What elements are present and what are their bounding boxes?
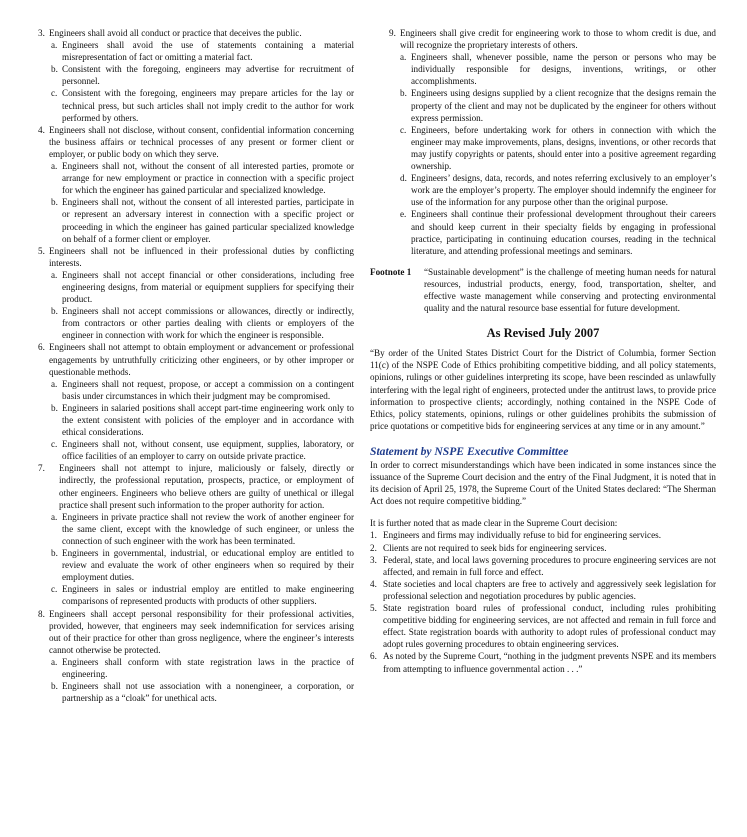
sub-letter: a. xyxy=(400,52,407,63)
right-column xyxy=(370,27,716,675)
sub-text: Engineers using designs supplied by a client recognize that the designs remain the property of the client and may not be duplicated by the engineer for others without express permission. xyxy=(411,88,716,123)
list-number: 3. xyxy=(370,554,377,565)
rule-text: Engineers shall not be influenced in their professional duties by conflicting interests. xyxy=(49,245,354,268)
rule-4a xyxy=(38,160,354,196)
sub-text: Engineers shall avoid the use of statements containing a material misrepresentation of fact or omitting a material fact. xyxy=(62,40,354,63)
statement-list-item xyxy=(370,542,716,554)
sub-letter: b. xyxy=(51,681,58,692)
rule-3b xyxy=(38,63,354,87)
rule-number: 6. xyxy=(38,342,45,353)
rule-4 xyxy=(38,124,354,160)
list-text: As noted by the Supreme Court, “nothing in the judgment prevents NSPE and its members from attempting to influence governmental action . . .” xyxy=(383,651,716,674)
sub-text: Engineers in salaried positions shall accept part-time engineering work only to the extent consistent with policies of the employer and in accordance with ethical considerations. xyxy=(62,402,354,438)
sub-letter: a. xyxy=(51,40,58,51)
statement-paragraph-1: In order to correct misunderstandings which have been indicated in some instances since the issuance of the Supreme Court decision and the entry of the Final Judgment, it is noted that in its decision of April 25, 1978, the Supreme Court of the United States declared: “The Sherman Act does not require competitive bidding.” xyxy=(370,460,716,507)
rule-6a xyxy=(38,378,354,402)
statement-list-item xyxy=(370,602,716,650)
sub-letter: a. xyxy=(51,511,58,522)
statement-title: Statement by NSPE Executive Committee xyxy=(370,444,569,458)
footnote-text: “Sustainable development” is the challenge of meeting human needs for natural resources, industrial products, energy, food, transportation, shelter, and effective waste management while conserving and protecting environmental quality and the natural resource base essential for future development. xyxy=(424,266,716,314)
statement-list-item xyxy=(370,529,716,541)
list-text: State registration board rules of professional conduct, including rules prohibiting competitive bidding for engineering services, are not affected and remain in full force and effect. State registration boards with authority to adopt rules of professional conduct may adopt rules governing procedures to obtain engineering services. xyxy=(383,603,716,650)
sub-text: Engineers shall not accept financial or other considerations, including free engineering designs, from material or equipment suppliers for specifying their product. xyxy=(62,269,354,305)
sub-text: Engineers in governmental, industrial, or educational employ are entitled to review and evaluate the work of other engineers when so required by their employment duties. xyxy=(62,548,354,583)
list-text: State societies and local chapters are free to actively and aggressively seek legislation for professional selection and negotiation procedures by public agencies. xyxy=(383,578,716,601)
list-text: Clients are not required to seek bids for engineering services. xyxy=(383,542,607,553)
list-number: 6. xyxy=(370,651,377,662)
rule-5a xyxy=(38,269,354,305)
sub-letter: d. xyxy=(400,173,407,184)
sub-text: Engineers shall not request, propose, or accept a commission on a contingent basis under circumstances in which their judgment may be compromised. xyxy=(62,378,354,401)
rule-7a xyxy=(38,511,354,547)
rule-5b xyxy=(38,305,354,341)
sub-text: Consistent with the foregoing, engineers may advertise for recruitment of personnel. xyxy=(62,64,354,87)
rule-number: 8. xyxy=(38,608,45,619)
list-number: 4. xyxy=(370,578,377,589)
sub-text: Engineers shall not, without consent, use equipment, supplies, laboratory, or office facilities of an employer to carry on outside private practice. xyxy=(62,439,354,462)
sub-text: Engineers’ designs, data, records, and notes referring exclusively to an employer’s work are the employer’s property. The employer should indemnify the engineer for use of the information for any purpose other than the original purpose. xyxy=(411,173,716,208)
footnote xyxy=(370,266,716,314)
statement-list-item xyxy=(370,578,716,602)
sub-letter: b. xyxy=(51,548,58,559)
rule-3 xyxy=(38,27,354,39)
sub-text: Engineers shall, whenever possible, name the person or persons who may be individually responsible for designs, inventions, writings, or other accomplishments. xyxy=(411,52,716,87)
rule-number: 5. xyxy=(38,245,45,256)
sub-letter: e. xyxy=(400,209,407,220)
sub-letter: a. xyxy=(51,656,58,667)
statement-paragraph-2: It is further noted that as made clear in the Supreme Court decision: xyxy=(370,518,618,529)
rule-9c xyxy=(370,124,716,172)
left-column xyxy=(38,27,354,704)
sub-letter: c. xyxy=(51,439,58,450)
revised-text: “By order of the United States District Court for the District of Columbia, former Section 11(c) of the NSPE Code of Ethics prohibiting competitive bidding, and all policy statements, opinions, rulings or other guidelines interpreting its scope, have been rescinded as unlawfully interfering with the legal right of engineers, protected under the antitrust laws, to provide price information to prospective clients; accordingly, nothing contained in the NSPE Code of Ethics, policy statements, opinions, rulings or other guidelines prohibits the submission of price quotations or competitive bids for engineering services at any time or in any amount.” xyxy=(370,348,716,431)
footnote-label: Footnote 1 xyxy=(370,266,412,277)
sub-letter: b. xyxy=(51,197,58,208)
sub-letter: c. xyxy=(51,584,58,595)
rule-4b xyxy=(38,196,354,244)
rule-9e xyxy=(370,208,716,256)
list-number: 5. xyxy=(370,603,377,614)
rule-3a xyxy=(38,39,354,63)
sub-text: Engineers shall conform with state registration laws in the practice of engineering. xyxy=(62,656,354,679)
rule-5 xyxy=(38,245,354,269)
rule-8 xyxy=(38,608,354,656)
rule-6b xyxy=(38,402,354,438)
sub-letter: b. xyxy=(51,402,58,413)
sub-letter: a. xyxy=(51,269,58,280)
rule-text: Engineers shall accept personal responsibility for their professional activities, provided, however, that engineers may seek indemnification for services arising out of their practice for other than gross negligence, where the engineer’s interests cannot otherwise be protected. xyxy=(49,608,354,655)
sub-letter: b. xyxy=(51,64,58,75)
rule-number: 4. xyxy=(38,124,45,135)
sub-letter: c. xyxy=(51,88,58,99)
rule-text: Engineers shall give credit for engineering work to those to whom credit is due, and will recognize the proprietary interests of others. xyxy=(400,28,716,51)
rule-8a xyxy=(38,656,354,680)
rule-text: Engineers shall not disclose, without consent, confidential information concerning the business affairs or technical processes of any present or former client or employer, or public body on which they serve. xyxy=(49,124,354,159)
rule-7c xyxy=(38,583,354,607)
rule-7b xyxy=(38,547,354,583)
list-number: 1. xyxy=(370,530,377,541)
sub-text: Engineers shall continue their professional development throughout their careers and should keep current in their specialty fields by engaging in professional practice, participating in continuing education courses, reading in the technical literature, and attending professional meetings and seminars. xyxy=(411,209,716,256)
rule-9b xyxy=(370,87,716,123)
sub-letter: a. xyxy=(51,378,58,389)
rule-9a xyxy=(370,51,716,87)
sub-text: Engineers in private practice shall not review the work of another engineer for the same client, except with the knowledge of such engineer, or unless the connection of such engineer with the work has been terminated. xyxy=(62,511,354,546)
list-text: Federal, state, and local laws governing procedures to procure engineering services are not affected, and remain in full force and effect. xyxy=(383,554,716,577)
sub-letter: b. xyxy=(400,88,407,99)
rule-6 xyxy=(38,341,354,377)
rule-8b xyxy=(38,680,354,704)
rule-3c xyxy=(38,87,354,123)
sub-text: Engineers shall not accept commissions or allowances, directly or indirectly, from contractors or other parties dealing with clients or employers of the engineer in connection with work for which the engineer is responsible. xyxy=(62,306,354,341)
sub-text: Engineers shall not use association with a nonengineer, a corporation, or partnership as a “cloak” for unethical acts. xyxy=(62,681,354,704)
statement-list-item xyxy=(370,554,716,578)
rule-9d xyxy=(370,172,716,208)
sub-text: Engineers shall not, without the consent of all interested parties, participate in or represent an adversary interest in connection with a specific project or proceeding in which the engineer has gained particular specialized knowledge on behalf of a former client or employer. xyxy=(62,197,354,244)
paragraph-spacer xyxy=(370,507,716,517)
list-number: 2. xyxy=(370,542,377,553)
rule-number: 7. xyxy=(38,463,45,474)
sub-letter: b. xyxy=(51,306,58,317)
rule-text: Engineers shall not attempt to injure, maliciously or falsely, directly or indirectly, the professional reputation, prospects, practice, or employment of other engineers. Engineers who believe others are guilty of unethical or illegal practice shall present such information to the proper authority for action. xyxy=(59,463,354,510)
rule-9 xyxy=(370,27,716,51)
sub-text: Engineers in sales or industrial employ are entitled to make engineering comparisons of represented products with products of other suppliers. xyxy=(62,584,354,607)
sub-letter: c. xyxy=(400,124,407,135)
rule-number: 9. xyxy=(389,28,396,38)
rule-7 xyxy=(38,462,354,510)
sub-text: Consistent with the foregoing, engineers may prepare articles for the lay or technical press, but such articles shall not imply credit to the author for work performed by others. xyxy=(62,88,354,123)
list-text: Engineers and firms may individually refuse to bid for engineering services. xyxy=(383,530,661,541)
rule-number: 3. xyxy=(38,28,45,38)
rule-text: Engineers shall not attempt to obtain employment or advancement or professional engagements by untruthfully criticizing other engineers, or by other improper or questionable methods. xyxy=(49,342,354,377)
revised-heading: As Revised July 2007 xyxy=(486,326,600,341)
sub-text: Engineers, before undertaking work for others in connection with which the engineer may make improvements, plans, designs, inventions, or other records that may justify copyrights or patents, should enter into a positive agreement regarding ownership. xyxy=(411,124,716,172)
sub-letter: a. xyxy=(51,161,58,172)
sub-text: Engineers shall not, without the consent of all interested parties, promote or arrange for new employment or practice in connection with a specific project for which the engineer has gained particular and specialized knowledge. xyxy=(62,161,354,196)
rule-text: Engineers shall avoid all conduct or practice that deceives the public. xyxy=(49,28,302,38)
statement-list-item xyxy=(370,650,716,674)
rule-6c xyxy=(38,438,354,462)
